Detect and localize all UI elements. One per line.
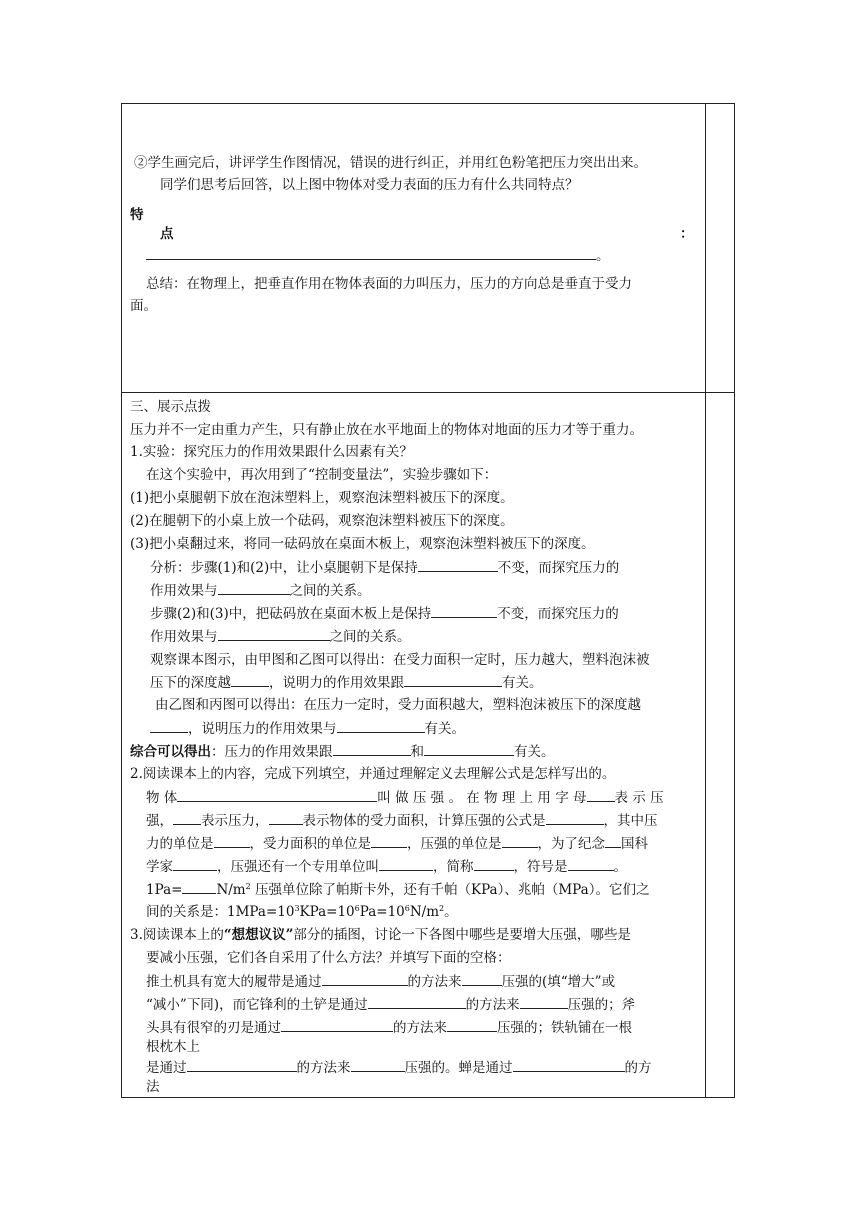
- observation-line: 压下的深度越 ，说明力的作用效果跟 有关。: [150, 672, 543, 693]
- fill-line: 强， 表示压力， 表示物体的受力面积，计算压强的公式是 ，其中压: [146, 810, 658, 831]
- feature-label: 特: [130, 207, 144, 223]
- paragraph: 压力并不一定由重力产生，只有静止放在水平地面上的物体对地面的压力才等于重力。: [130, 422, 643, 438]
- observation-line: 由乙图和丙图可以得出：在压力一定时，受力面积越大，塑料泡沫被压下的深度越: [155, 697, 641, 713]
- analysis-line: 作用效果与 之间的关系。: [150, 626, 411, 647]
- table-left-border: [121, 103, 122, 1098]
- text-line: 根枕木上: [146, 1039, 200, 1055]
- conclusion-line: 综合可以得出：压力的作用效果跟 和 有关。: [130, 741, 555, 762]
- fill-line: “减小”下同)，而它锋利的土铲是通过 的方法来 压强的；斧: [146, 994, 635, 1015]
- column-divider: [705, 103, 706, 1098]
- table-right-border: [734, 103, 735, 1098]
- section-heading: 三、展示点拨: [130, 399, 211, 415]
- fill-line: 是通过 的方法来 压强的。蝉是通过 的方: [146, 1057, 652, 1078]
- fill-line: 力的单位是 ，受力面积的单位是 ，压强的单位是 ，为了纪念 国科: [146, 833, 648, 854]
- step-line: (3)把小桌翻过来，将同一砝码放在桌面木板上，观察泡沫塑料被压下的深度。: [130, 536, 595, 552]
- question-line: 同学们思考后回答，以上图中物体对受力表面的压力有什么共同特点？: [160, 177, 579, 193]
- observation-line: ，说明压力的作用效果与 有关。: [150, 718, 465, 739]
- analysis-line: 作用效果与 之间的关系。: [150, 580, 371, 601]
- question-heading: 3.阅读课本上的“想想议议”部分的插图，讨论一下各图中哪些是要增大压强，哪些是: [130, 927, 631, 943]
- fill-line: 物 体 叫 做 压 强 。 在 物 理 上 用 字 母 表 示 压: [146, 787, 664, 808]
- step-line: (2)在腿朝下的小桌上放一个砝码，观察泡沫塑料被压下的深度。: [130, 513, 514, 529]
- question-heading: 1.实验：探究压力的作用效果跟什么因素有关？: [130, 444, 413, 460]
- text-line: ②学生画完后，讲评学生作图情况，错误的进行纠正，并用红色粉笔把压力突出出来。: [134, 155, 647, 171]
- feature-colon: ：: [680, 226, 694, 242]
- feature-answer-line: 。: [146, 245, 610, 266]
- table-bottom-border: [121, 1097, 735, 1098]
- text-line: 间的关系是：$1MPa=10^3KPa=10^6Pa=10^6N/m^2$。: [146, 904, 458, 920]
- fill-line: 头具有很窄的刃是通过 的方法来 压强的；铁轨铺在一根: [146, 1017, 632, 1038]
- step-line: (1)把小桌腿朝下放在泡沫塑料上，观察泡沫塑料被压下的深度。: [130, 490, 514, 506]
- observation-line: 观察课本图示，由甲图和乙图可以得出：在受力面积一定时，压力越大，塑料泡沫被: [150, 652, 650, 668]
- text-line: 要减小压强，它们各自采用了什么方法？并填写下面的空格：: [146, 950, 511, 966]
- summary-line: 面。: [130, 298, 157, 314]
- table-top-border: [121, 103, 735, 104]
- feature-label: 点: [160, 226, 174, 242]
- row-divider: [121, 392, 735, 393]
- analysis-line: 步骤(2)和(3)中，把砝码放在桌面木板上是保持 不变，而探究压力的: [150, 603, 619, 624]
- fill-line: 推土机具有宽大的履带是通过 的方法来 压强的(填“增大”或: [146, 971, 615, 992]
- text-line: 法: [146, 1079, 160, 1095]
- question-heading: 2.阅读课本上的内容，完成下列填空，并通过理解定义去理解公式是怎样写出的。: [130, 766, 616, 782]
- analysis-line: 分析：步骤(1)和(2)中，让小桌腿朝下是保持 不变，而探究压力的: [150, 557, 619, 578]
- summary-line: 总结：在物理上，把垂直作用在物体表面的力叫压力，压力的方向总是垂直于受力: [146, 276, 632, 292]
- fill-line: 学家 ，压强还有一个专用单位叫 ，简称 ，符号是 。: [146, 856, 627, 877]
- fill-line: $1Pa= N/m^2$ 压强单位除了帕斯卡外，还有千帕（KPa）、兆帕（MPa）。它们之: [146, 879, 649, 900]
- paragraph: 在这个实验中，再次用到了“控制变量法”，实验步骤如下：: [146, 467, 498, 483]
